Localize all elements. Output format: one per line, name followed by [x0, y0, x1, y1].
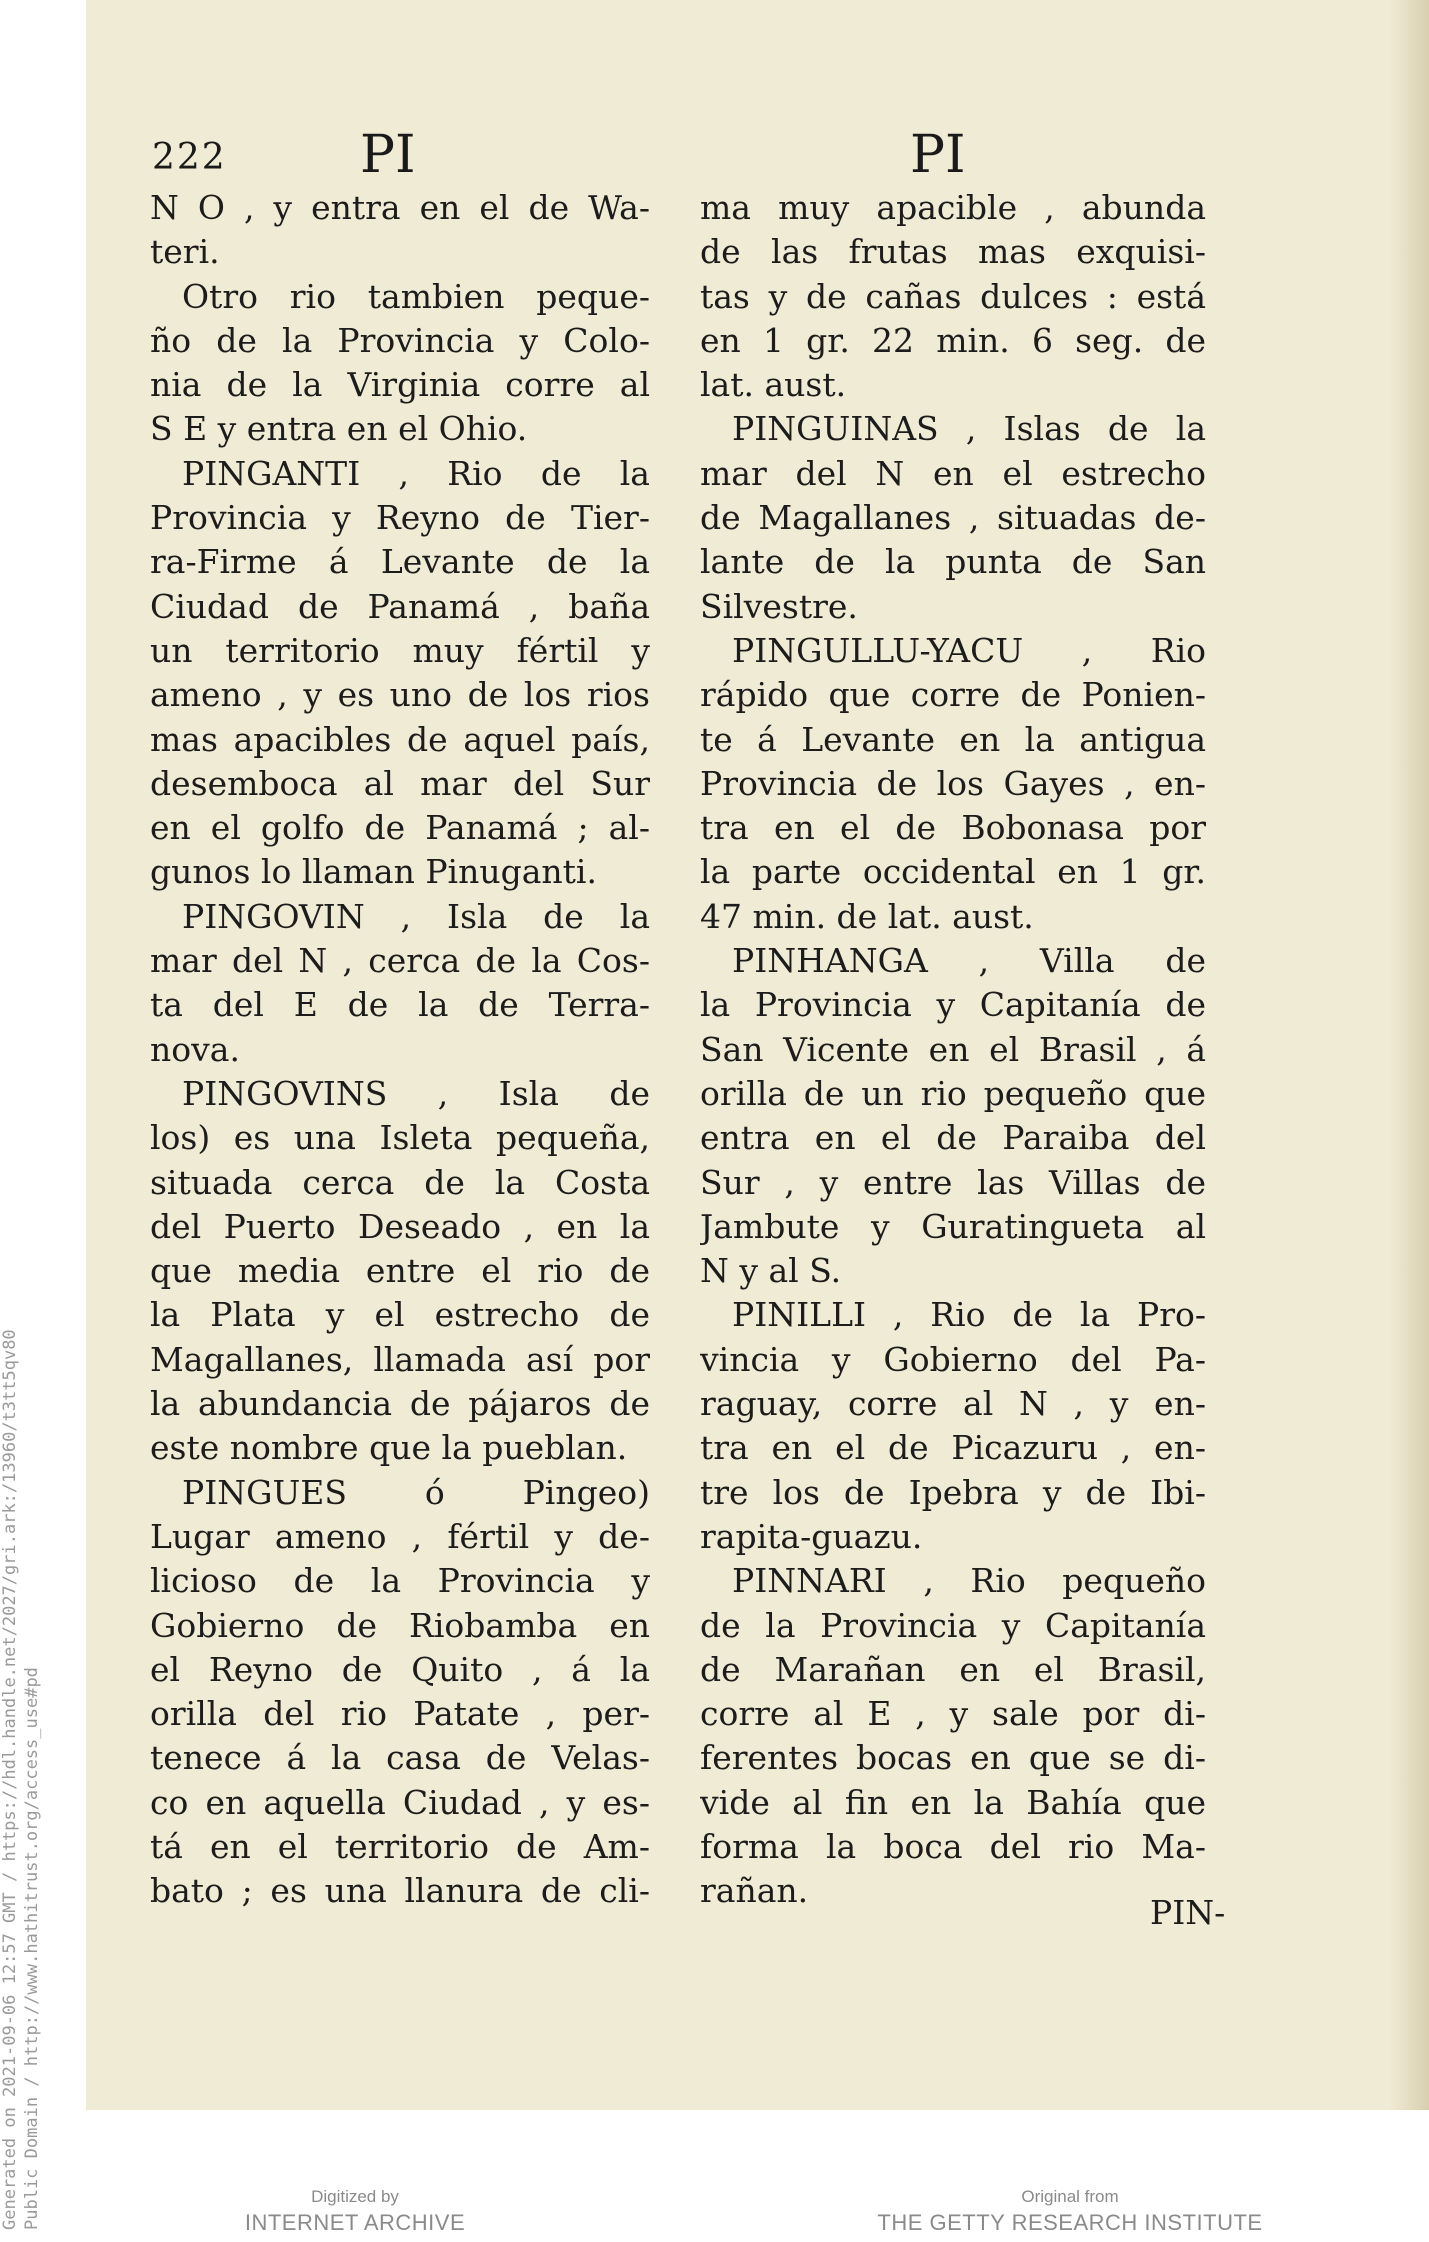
text-line: de la Provincia y Capitanía	[700, 1605, 1206, 1645]
text-line: PINGUES ó Pingeo)	[182, 1472, 650, 1512]
text-line: bato ; es una llanura de cli-	[150, 1871, 650, 1911]
running-head-right: PI	[910, 125, 966, 185]
text-line: del Puerto Deseado , en la	[150, 1206, 650, 1246]
text-line: vincia y Gobierno del Pa-	[700, 1339, 1206, 1379]
text-line: la abundancia de pájaros de	[150, 1384, 650, 1424]
text-line: ameno , y es uno de los rios	[150, 675, 650, 715]
text-line: tá en el territorio de Am-	[150, 1826, 650, 1866]
text-line: Provincia de los Gayes , en-	[700, 763, 1206, 803]
text-line: tra en el de Picazuru , en-	[700, 1428, 1206, 1468]
footer-digitizer	[230, 2186, 480, 2238]
text-line: Lugar ameno , fértil y de-	[150, 1516, 650, 1556]
text-line: teri.	[150, 232, 220, 272]
text-line: entra en el de Paraiba del	[700, 1118, 1206, 1158]
text-line: tra en el de Bobonasa por	[700, 808, 1206, 848]
text-line: PINNARI , Rio pequeño	[732, 1561, 1206, 1601]
watermark-line-generated: Generated on 2021-09-06 12:57 GMT / https://hdl.handle.net/2027/gri.ark:/13960/t3tt5qv80	[0, 1329, 20, 2230]
text-line: vide al fin en la Bahía que	[700, 1782, 1206, 1822]
text-line: Gobierno de Riobamba en	[150, 1605, 650, 1645]
text-line: N O , y entra en el de Wa-	[150, 188, 650, 227]
text-line: de Marañan en el Brasil,	[700, 1649, 1206, 1689]
text-line: Jambute y Guratingueta al	[700, 1206, 1206, 1246]
text-line: PINILLI , Rio de la Pro-	[732, 1295, 1206, 1335]
text-line: PINGOVINS , Isla de	[182, 1073, 650, 1113]
text-line: lat. aust.	[700, 365, 847, 405]
text-line: tas y de cañas dulces : está	[700, 276, 1206, 316]
watermark-line-rights: Public Domain / http://www.hathitrust.org/access_use#pd	[22, 1667, 42, 2230]
page-header	[0, 125, 1429, 185]
text-line: ma muy apacible , abunda	[700, 188, 1206, 227]
text-line: gunos lo llaman Pinuganti.	[150, 852, 597, 892]
text-line: ño de la Provincia y Colo-	[150, 320, 650, 360]
page-number: 222	[152, 137, 227, 178]
text-line: en el golfo de Panamá ; al-	[150, 808, 650, 848]
text-line: tre los de Ipebra y de Ibi-	[700, 1472, 1206, 1512]
text-line: nia de la Virginia corre al	[150, 365, 650, 405]
page-edge-shadow	[1389, 0, 1429, 2110]
text-line: ra-Firme á Levante de la	[150, 542, 650, 582]
text-line: 47 min. de lat. aust.	[700, 896, 1034, 936]
catchword: PIN-	[1150, 1893, 1226, 1932]
footer-source	[860, 2186, 1280, 2238]
text-line: la parte occidental en 1 gr.	[700, 852, 1206, 892]
hathitrust-watermark	[0, 1100, 60, 2230]
text-line: lante de la punta de San	[700, 542, 1206, 582]
text-line: ferentes bocas en que se di-	[700, 1738, 1206, 1778]
right-column	[700, 186, 1206, 1914]
text-line: los) es una Isleta pequeña,	[150, 1118, 650, 1158]
text-line: mar del N en el estrecho	[700, 453, 1206, 493]
text-line: rápido que corre de Ponien-	[700, 675, 1206, 715]
text-line: San Vicente en el Brasil , á	[700, 1029, 1206, 1069]
text-line: Silvestre.	[700, 586, 858, 626]
text-line: rapita-guazu.	[700, 1516, 923, 1556]
text-line: Sur , y entre las Villas de	[700, 1162, 1206, 1202]
footer-digitized-by: Digitized by	[311, 2187, 399, 2206]
text-line: S E y entra en el Ohio.	[150, 409, 528, 449]
text-line: rañan.	[700, 1871, 809, 1911]
text-line: situada cerca de la Costa	[150, 1162, 650, 1202]
text-line: en 1 gr. 22 min. 6 seg. de	[700, 320, 1206, 360]
text-line: el Reyno de Quito , á la	[150, 1649, 650, 1689]
text-line: mas apacibles de aquel país,	[150, 719, 650, 759]
left-column	[150, 186, 650, 1914]
text-line: de las frutas mas exquisi-	[700, 232, 1206, 272]
text-line: PINGULLU-YACU , Rio	[732, 630, 1206, 670]
text-line: que media entre el rio de	[150, 1251, 650, 1291]
text-line: PINGOVIN , Isla de la	[182, 896, 650, 936]
text-line: orilla del rio Patate , per-	[150, 1694, 650, 1734]
text-line: co en aquella Ciudad , y es-	[150, 1782, 650, 1822]
text-line: Otro rio tambien peque-	[182, 276, 650, 316]
text-line: forma la boca del rio Ma-	[700, 1826, 1206, 1866]
text-line: la Provincia y Capitanía de	[700, 985, 1206, 1025]
text-line: Provincia y Reyno de Tier-	[150, 498, 650, 538]
text-line: N y al S.	[700, 1251, 842, 1291]
text-line: PINHANGA , Villa de	[732, 941, 1206, 981]
text-line: de Magallanes , situadas de-	[700, 498, 1206, 538]
text-line: desemboca al mar del Sur	[150, 763, 650, 803]
text-line: Magallanes, llamada así por	[150, 1339, 650, 1379]
text-line: nova.	[150, 1029, 240, 1069]
text-line: PINGUINAS , Islas de la	[732, 409, 1206, 449]
text-line: corre al E , y sale por di-	[700, 1694, 1206, 1734]
text-line: licioso de la Provincia y	[150, 1561, 650, 1601]
running-head-left: PI	[360, 125, 416, 185]
text-line: raguay, corre al N , y en-	[700, 1384, 1206, 1424]
text-line: un territorio muy fértil y	[150, 630, 650, 670]
footer-original-from: Original from	[1021, 2187, 1119, 2206]
footer-internet-archive: INTERNET ARCHIVE	[244, 2210, 466, 2235]
text-line: te á Levante en la antigua	[700, 719, 1206, 759]
text-line: orilla de un rio pequeño que	[700, 1073, 1206, 1113]
text-line: ta del E de la de Terra-	[150, 985, 650, 1025]
text-line: Ciudad de Panamá , baña	[150, 586, 650, 626]
text-line: tenece á la casa de Velas-	[150, 1738, 650, 1778]
footer-getty: THE GETTY RESEARCH INSTITUTE	[877, 2210, 1263, 2235]
text-line: este nombre que la pueblan.	[150, 1428, 628, 1468]
text-line: mar del N , cerca de la Cos-	[150, 941, 650, 981]
text-line: PINGANTI , Rio de la	[182, 453, 650, 493]
text-line: la Plata y el estrecho de	[150, 1295, 650, 1335]
